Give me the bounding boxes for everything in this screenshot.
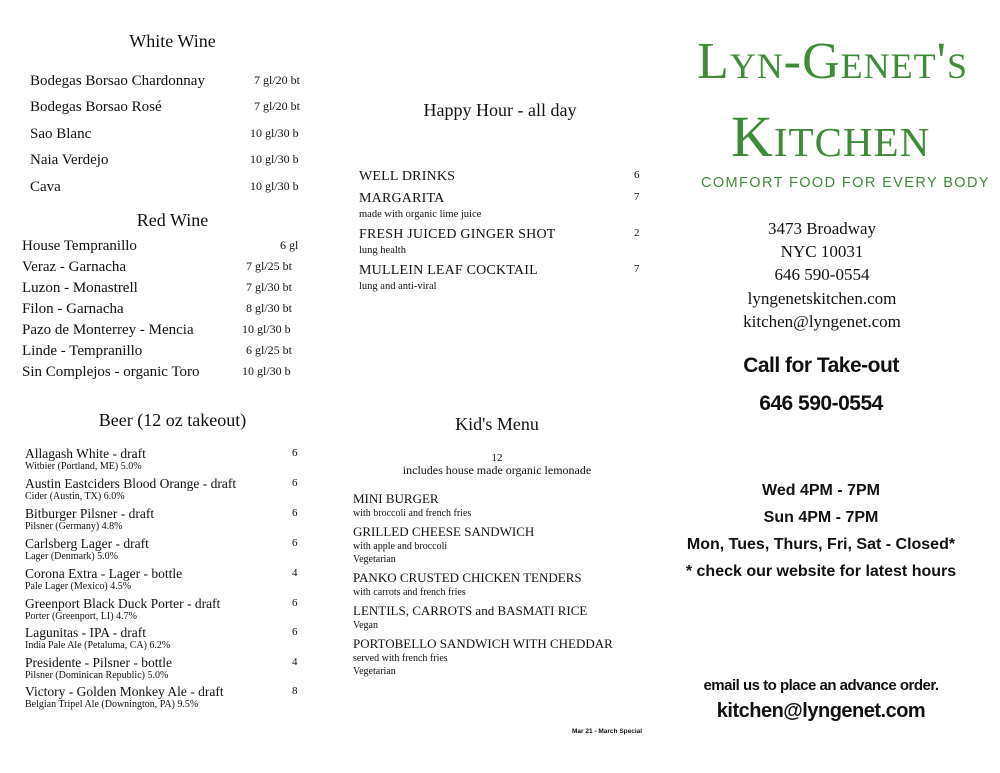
footnote: Mar 21 - March Special	[572, 728, 643, 735]
wine-name: Naia Verdejo	[30, 152, 109, 168]
beer-price: 6	[292, 626, 298, 638]
beer-description: India Pale Ale (Petaluma, CA) 6.2%	[25, 640, 171, 651]
beer-price: 6	[292, 477, 298, 489]
kids-item-description: with apple and broccoli	[353, 541, 448, 552]
hours-line: Mon, Tues, Thurs, Fri, Sat - Closed*	[686, 536, 956, 553]
wine-name: Bodegas Borsao Chardonnay	[30, 73, 205, 89]
kids-item-description: served with french fries	[353, 653, 448, 664]
hours-line: Sun 4PM - 7PM	[763, 509, 879, 526]
kids-menu-price: 12	[491, 452, 503, 464]
hours-line: Wed 4PM - 7PM	[762, 482, 880, 499]
happy-hour-item-price: 7	[634, 191, 640, 203]
kids-item-name: PANKO CRUSTED CHICKEN TENDERS	[353, 570, 582, 585]
kids-menu-note: includes house made organic lemonade	[402, 463, 592, 477]
kids-item-name: PORTOBELLO SANDWICH WITH CHEDDAR	[353, 636, 613, 651]
phone: 646 590-0554	[774, 265, 870, 284]
happy-hour-item-description: made with organic lime juice	[359, 209, 482, 220]
happy-hour-item-name: MARGARITA	[359, 191, 445, 206]
beer-description: Pilsner (Germany) 4.8%	[25, 521, 123, 532]
happy-hour-item-price: 7	[634, 263, 640, 275]
kids-item-name: MINI BURGER	[353, 491, 439, 506]
wine-name: House Tempranillo	[22, 238, 137, 254]
wine-name: Cava	[30, 179, 61, 195]
beer-name: Victory - Golden Monkey Ale - draft	[25, 684, 224, 699]
happy-hour-item-price: 6	[634, 169, 640, 181]
wine-name: Luzon - Monastrell	[22, 280, 138, 296]
beer-price: 6	[292, 447, 298, 459]
wine-price: 10 gl/30 b	[242, 364, 291, 378]
wine-name: Veraz - Garnacha	[22, 259, 127, 275]
kids-item-description: with carrots and french fries	[353, 587, 466, 598]
beer-description: Pilsner (Dominican Republic) 5.0%	[25, 670, 169, 681]
beer-name: Lagunitas - IPA - draft	[25, 625, 146, 640]
happy-hour-item-name: WELL DRINKS	[359, 169, 456, 184]
beer-price: 4	[292, 567, 298, 579]
takeout-title: Call for Take-out	[743, 354, 899, 377]
wine-price: 10 gl/30 b	[250, 152, 299, 166]
happy-hour-item-description: lung and anti-viral	[359, 281, 437, 292]
beer-description: Pale Lager (Mexico) 4.5%	[25, 581, 132, 592]
beer-price: 6	[292, 537, 298, 549]
red-wine-heading: Red Wine	[136, 210, 209, 230]
wine-price: 10 gl/30 b	[250, 126, 299, 140]
wine-price: 7 gl/30 bt	[246, 280, 293, 294]
beer-description: Belgian Tripel Ale (Downington, PA) 9.5%	[25, 699, 199, 710]
kids-item-name: LENTILS, CARROTS and BASMATI RICE	[353, 603, 588, 618]
email-link[interactable]: kitchen@lyngenet.com	[743, 312, 901, 331]
wine-name: Sin Complejos - organic Toro	[22, 364, 200, 380]
happy-hour-item-name: MULLEIN LEAF COCKTAIL	[359, 263, 538, 278]
kids-menu-heading: Kid's Menu	[455, 414, 539, 434]
website-link[interactable]: lyngenetskitchen.com	[747, 289, 897, 308]
beer-price: 8	[292, 685, 298, 697]
beer-description: Porter (Greenport, LI) 4.7%	[25, 611, 137, 622]
kids-item-diet: Vegetarian	[353, 554, 396, 565]
wine-price: 7 gl/20 bt	[254, 99, 301, 113]
wine-name: Bodegas Borsao Rosé	[30, 99, 162, 115]
beer-name: Corona Extra - Lager - bottle	[25, 566, 183, 581]
wine-price: 10 gl/30 b	[242, 322, 291, 336]
kids-item-description: with broccoli and french fries	[353, 508, 472, 519]
address: 3473 Broadway	[767, 219, 877, 238]
brand-name-line1: Lyn-Genet's	[697, 33, 968, 90]
wine-name: Sao Blanc	[30, 126, 92, 142]
city-zip: NYC 10031	[780, 242, 864, 261]
beer-name: Austin Eastciders Blood Orange - draft	[25, 476, 237, 491]
happy-hour-item-name: FRESH JUICED GINGER SHOT	[359, 227, 556, 242]
happy-hour-item-price: 2	[634, 227, 640, 239]
white-wine-heading: White Wine	[129, 31, 216, 51]
kids-item-diet: Vegetarian	[353, 666, 396, 677]
wine-price: 6 gl/25 bt	[246, 343, 293, 357]
beer-name: Allagash White - draft	[25, 446, 146, 461]
beer-description: Lager (Denmark) 5.0%	[25, 551, 119, 562]
hours-note: * check our website for latest hours	[685, 563, 957, 580]
takeout-phone: 646 590-0554	[759, 392, 883, 415]
wine-price: 7 gl/25 bt	[246, 259, 293, 273]
brand-tagline: COMFORT FOOD FOR EVERY BODY	[701, 175, 990, 191]
wine-name: Linde - Tempranillo	[22, 343, 143, 359]
order-email-link[interactable]: kitchen@lyngenet.com	[716, 700, 926, 722]
kids-item-name: GRILLED CHEESE SANDWICH	[353, 524, 535, 539]
order-instructions: email us to place an advance order.	[703, 677, 939, 694]
happy-hour-item-description: lung health	[359, 245, 406, 256]
wine-price: 7 gl/20 bt	[254, 73, 301, 87]
wine-price: 6 gl	[280, 238, 299, 252]
brand-name-line2: Kitchen	[731, 104, 931, 169]
beer-name: Carlsberg Lager - draft	[25, 536, 149, 551]
beer-description: Witbier (Portland, ME) 5.0%	[25, 461, 142, 472]
kids-item-diet: Vegan	[353, 620, 378, 631]
wine-name: Pazo de Monterrey - Mencia	[22, 322, 194, 338]
beer-name: Bitburger Pilsner - draft	[25, 506, 155, 521]
happy-hour-heading: Happy Hour - all day	[423, 100, 577, 120]
beer-name: Greenport Black Duck Porter - draft	[25, 596, 221, 611]
beer-heading: Beer (12 oz takeout)	[98, 410, 247, 430]
beer-price: 6	[292, 507, 298, 519]
beer-description: Cider (Austin, TX) 6.0%	[25, 491, 125, 502]
wine-price: 8 gl/30 bt	[246, 301, 293, 315]
beer-name: Presidente - Pilsner - bottle	[25, 655, 172, 670]
beer-price: 6	[292, 597, 298, 609]
wine-price: 10 gl/30 b	[250, 179, 299, 193]
wine-name: Filon - Garnacha	[22, 301, 124, 317]
beer-price: 4	[292, 656, 298, 668]
